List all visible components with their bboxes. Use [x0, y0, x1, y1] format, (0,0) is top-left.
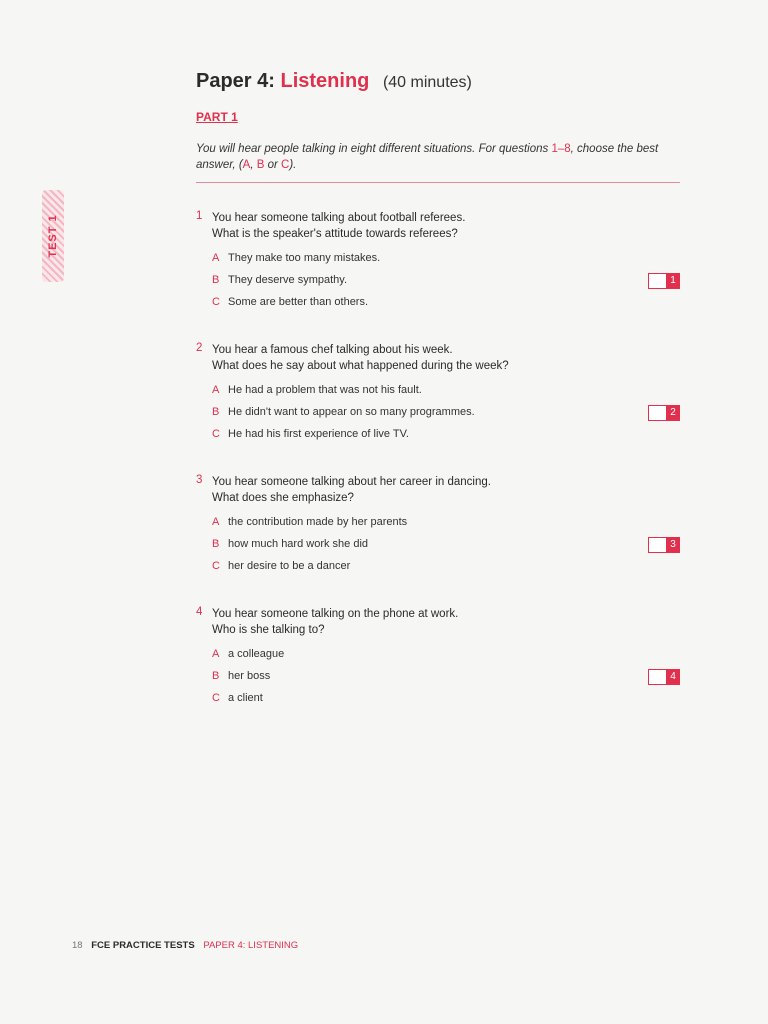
option-letter: A: [212, 384, 220, 396]
option-b[interactable]: [212, 274, 347, 286]
answer-box-2[interactable]: [648, 405, 680, 421]
option-text: a client: [228, 692, 263, 704]
question-line: You hear a famous chef talking about his week.: [212, 344, 453, 356]
question-number: 2: [196, 342, 203, 354]
question-text: [212, 342, 672, 374]
option-letter: B: [212, 538, 220, 550]
page-footer: [72, 940, 298, 951]
question-text: [212, 210, 672, 242]
instructions-lead: You will hear people talking in eight different situations. For questions: [196, 143, 549, 155]
option-letter: A: [212, 516, 220, 528]
question-number: 3: [196, 474, 203, 486]
answer-box-1[interactable]: [648, 273, 680, 289]
answer-box-3[interactable]: [648, 537, 680, 553]
option-a[interactable]: [212, 252, 380, 264]
instructions-mid: , choose the best answer, (: [196, 143, 659, 171]
question-line: Who is she talking to?: [212, 624, 325, 636]
page-title: [196, 70, 472, 93]
option-b[interactable]: [212, 670, 270, 682]
question-line: You hear someone talking about football referees.: [212, 212, 466, 224]
instructions-or: or: [264, 159, 282, 171]
question-number: 1: [196, 210, 203, 222]
option-text: They deserve sympathy.: [228, 274, 348, 286]
option-letter: C: [212, 692, 220, 704]
option-text: He had his first experience of live TV.: [228, 428, 409, 440]
option-c[interactable]: [212, 560, 350, 572]
question-number: 4: [196, 606, 203, 618]
option-b[interactable]: [212, 406, 475, 418]
part-label: PART 1: [196, 110, 238, 124]
section-divider: [196, 182, 680, 183]
instructions-option-c: C: [281, 159, 290, 171]
option-b[interactable]: [212, 538, 368, 550]
answer-box-number: 4: [666, 669, 680, 685]
instructions: [196, 141, 684, 173]
side-tab-label: TEST 1: [47, 214, 59, 258]
question-text: [212, 474, 672, 506]
option-text: a colleague: [228, 648, 285, 660]
instructions-option-a: A: [242, 159, 251, 171]
question-line: What does she emphasize?: [212, 492, 354, 504]
paper-label: Paper 4:: [196, 70, 275, 92]
option-letter: C: [212, 296, 220, 308]
option-text: They make too many mistakes.: [228, 252, 381, 264]
answer-box-4[interactable]: [648, 669, 680, 685]
answer-box-number: 1: [666, 273, 680, 289]
option-text: her boss: [228, 670, 271, 682]
instructions-end: ).: [289, 159, 297, 171]
option-c[interactable]: [212, 428, 409, 440]
question-text: [212, 606, 672, 638]
paper-title-accent: Listening: [280, 70, 370, 92]
instructions-separator: ,: [250, 159, 257, 171]
duration-label: (40 minutes): [382, 74, 472, 91]
instructions-option-b: B: [256, 159, 265, 171]
instructions-range: 1–8: [551, 143, 571, 155]
option-letter: A: [212, 648, 220, 660]
question-line: You hear someone talking on the phone at work.: [212, 608, 459, 620]
option-c[interactable]: [212, 296, 368, 308]
option-a[interactable]: [212, 384, 422, 396]
answer-box-number: 2: [666, 405, 680, 421]
option-c[interactable]: [212, 692, 263, 704]
option-text: He had a problem that was not his fault.: [228, 384, 422, 396]
section-title: PAPER 4: LISTENING: [203, 940, 299, 951]
page-number: 18: [72, 940, 83, 951]
option-text: He didn't want to appear on so many programmes.: [228, 406, 475, 418]
answer-box-number: 3: [666, 537, 680, 553]
option-letter: B: [212, 274, 220, 286]
question-line: What is the speaker's attitude towards referees?: [212, 228, 458, 240]
option-letter: C: [212, 560, 220, 572]
option-text: the contribution made by her parents: [228, 516, 408, 528]
test-side-tab: [42, 190, 64, 282]
option-text: how much hard work she did: [228, 538, 369, 550]
option-a[interactable]: [212, 516, 407, 528]
question-line: What does he say about what happened during the week?: [212, 360, 509, 372]
option-letter: C: [212, 428, 220, 440]
question-line: You hear someone talking about her career in dancing.: [212, 476, 491, 488]
option-text: Some are better than others.: [228, 296, 369, 308]
option-a[interactable]: [212, 648, 284, 660]
option-text: her desire to be a dancer: [228, 560, 351, 572]
option-letter: A: [212, 252, 220, 264]
option-letter: B: [212, 670, 220, 682]
series-title: FCE PRACTICE TESTS: [91, 940, 195, 951]
option-letter: B: [212, 406, 220, 418]
